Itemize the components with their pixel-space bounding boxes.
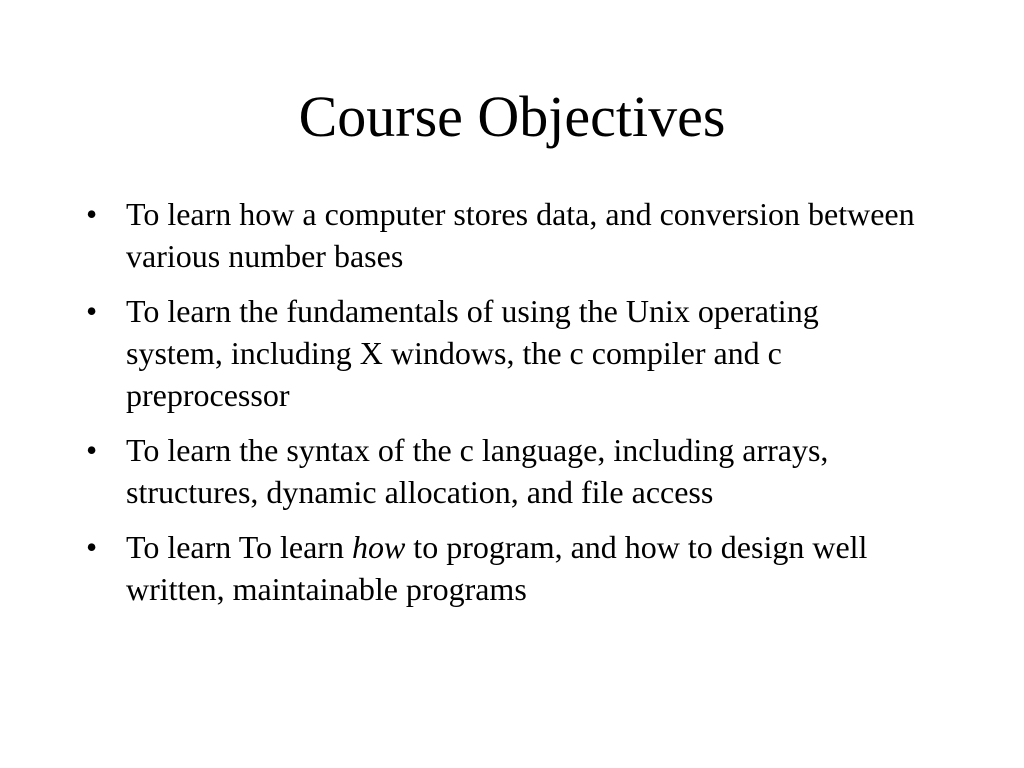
slide-title: Course Objectives <box>298 84 726 149</box>
list-item-text: To learn the syntax of the c language, including arrays, structures, dynamic allocation, and file access <box>126 432 829 510</box>
list-item-text-after: to program, and how to design well written, maintainable programs <box>126 529 868 607</box>
list-item <box>86 526 916 610</box>
bullet-icon: • <box>86 293 98 329</box>
emphasized-word: how <box>351 529 406 565</box>
list-item <box>86 429 916 513</box>
list-item-text: To learn how a computer stores data, and conversion between various number bases <box>126 196 915 274</box>
bullet-icon: • <box>86 196 98 232</box>
list-item <box>86 193 916 277</box>
list-item-text-before: To learn To learn <box>126 529 352 565</box>
list-item <box>86 290 916 416</box>
list-item-text: To learn the fundamentals of using the Unix operating system, including X windows, the c compiler and c preprocessor <box>126 293 819 413</box>
objectives-list <box>86 193 916 623</box>
bullet-icon: • <box>86 432 98 468</box>
list-item-text <box>126 529 867 607</box>
bullet-icon: • <box>86 529 98 565</box>
